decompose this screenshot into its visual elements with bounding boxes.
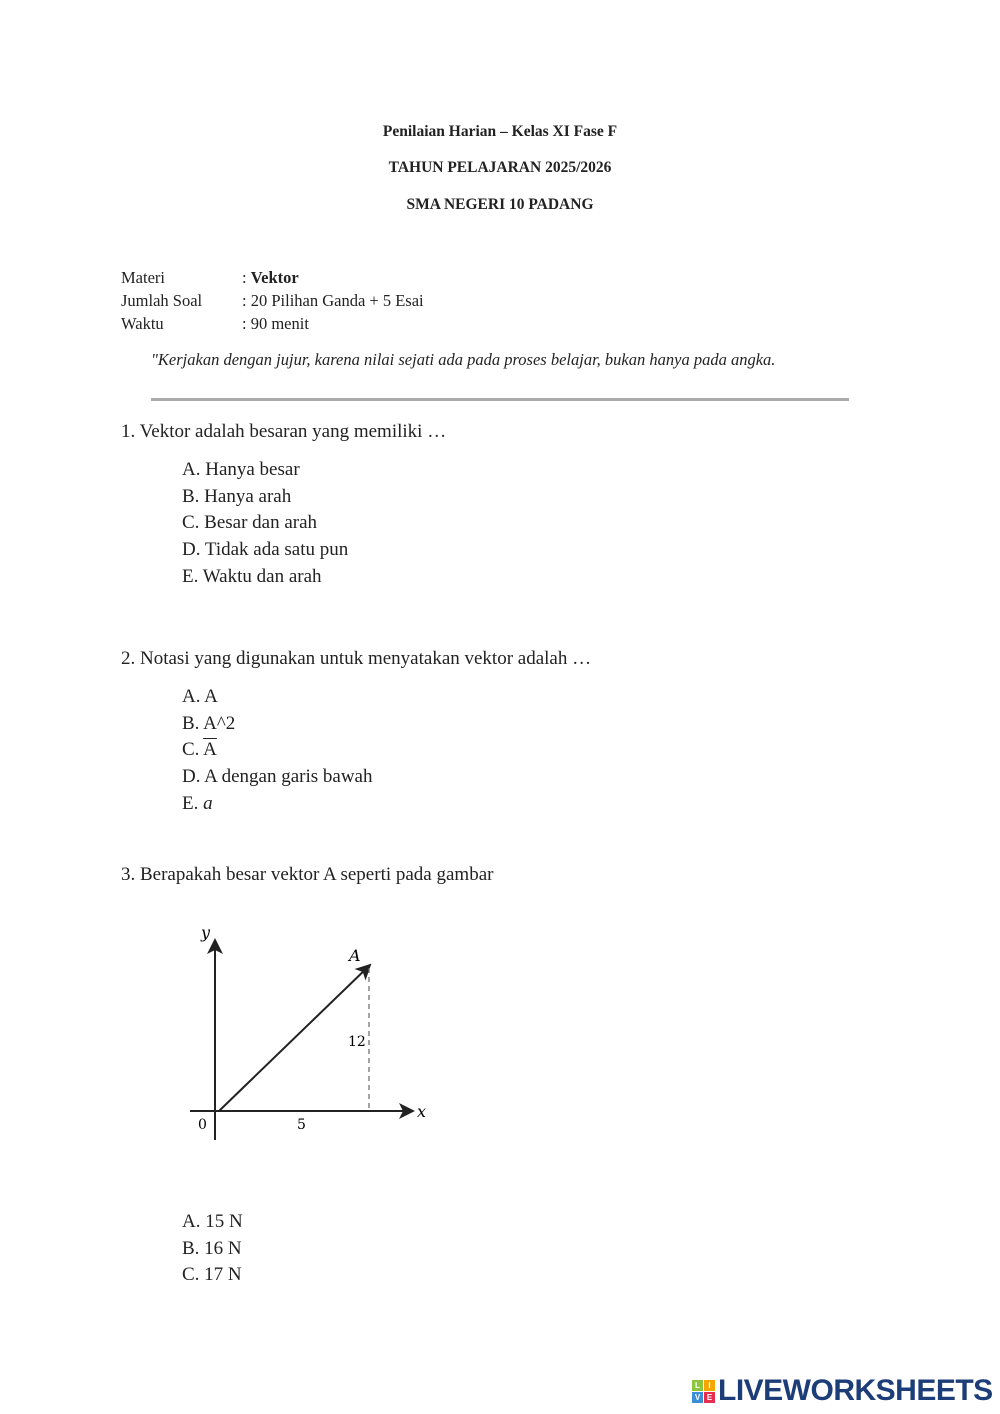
option[interactable]: A. A <box>182 686 218 707</box>
meta-label: Materi <box>121 268 165 287</box>
x-axis-label: x <box>417 1102 427 1121</box>
meta-value: 20 Pilihan Ganda + 5 Esai <box>250 291 424 310</box>
meta-label: Jumlah Soal <box>121 291 203 310</box>
logo-tile: V <box>692 1392 703 1403</box>
option[interactable]: D. Tidak ada satu pun <box>182 539 349 560</box>
meta-sep: : <box>242 291 251 310</box>
option[interactable]: A. 15 N <box>182 1211 243 1232</box>
meta-sep: : <box>242 268 251 287</box>
meta-sep: : <box>242 314 251 333</box>
logo-tiles-icon <box>692 1380 715 1403</box>
option[interactable]: B. A^2 <box>182 713 236 734</box>
meta-label: Waktu <box>121 314 164 333</box>
motivation-quote: "Kerjakan dengan jujur, karena nilai sejati ada pada proses belajar, bukan hanya pada angka. <box>151 350 776 369</box>
exam-title: Penilaian Harian – Kelas XI Fase F <box>382 123 618 140</box>
meta-value: 90 menit <box>250 314 309 333</box>
question-1: 1. Vektor adalah besaran yang memiliki … <box>121 421 447 442</box>
meta-value: Vektor <box>250 268 299 287</box>
option[interactable]: D. A dengan garis bawah <box>182 766 373 787</box>
x-value-label: 5 <box>297 1117 306 1133</box>
logo-tile: L <box>692 1380 703 1391</box>
option[interactable]: B. 16 N <box>182 1238 242 1259</box>
option[interactable]: A. Hanya besar <box>182 459 300 480</box>
option-letter: C. <box>182 739 204 760</box>
academic-year: TAHUN PELAJARAN 2025/2026 <box>388 159 612 176</box>
option-letter: E. <box>182 793 204 814</box>
logo-text: LIVEWORKSHEETS <box>718 1374 993 1407</box>
vector-overline-symbol: $\overline{A}$ <box>203 739 217 760</box>
school-name: SMA NEGERI 10 PADANG <box>406 196 594 213</box>
logo-tile: E <box>704 1392 715 1403</box>
option[interactable]: E. Waktu dan arah <box>182 566 322 587</box>
question-3: 3. Berapakah besar vektor A seperti pada gambar <box>121 864 494 885</box>
logo-tile: I <box>704 1380 715 1391</box>
option[interactable]: C. 17 N <box>182 1264 242 1285</box>
question-2: 2. Notasi yang digunakan untuk menyatakan vektor adalah … <box>121 648 592 669</box>
vector-italic-symbol: a <box>203 793 213 814</box>
y-axis-label: y <box>201 923 211 942</box>
option[interactable]: B. Hanya arah <box>182 486 292 507</box>
origin-label: 0 <box>198 1117 207 1133</box>
vector-label: A <box>349 946 361 965</box>
liveworksheets-logo <box>692 1374 993 1408</box>
y-value-label: 12 <box>348 1034 366 1050</box>
option[interactable]: C. Besar dan arah <box>182 512 318 533</box>
